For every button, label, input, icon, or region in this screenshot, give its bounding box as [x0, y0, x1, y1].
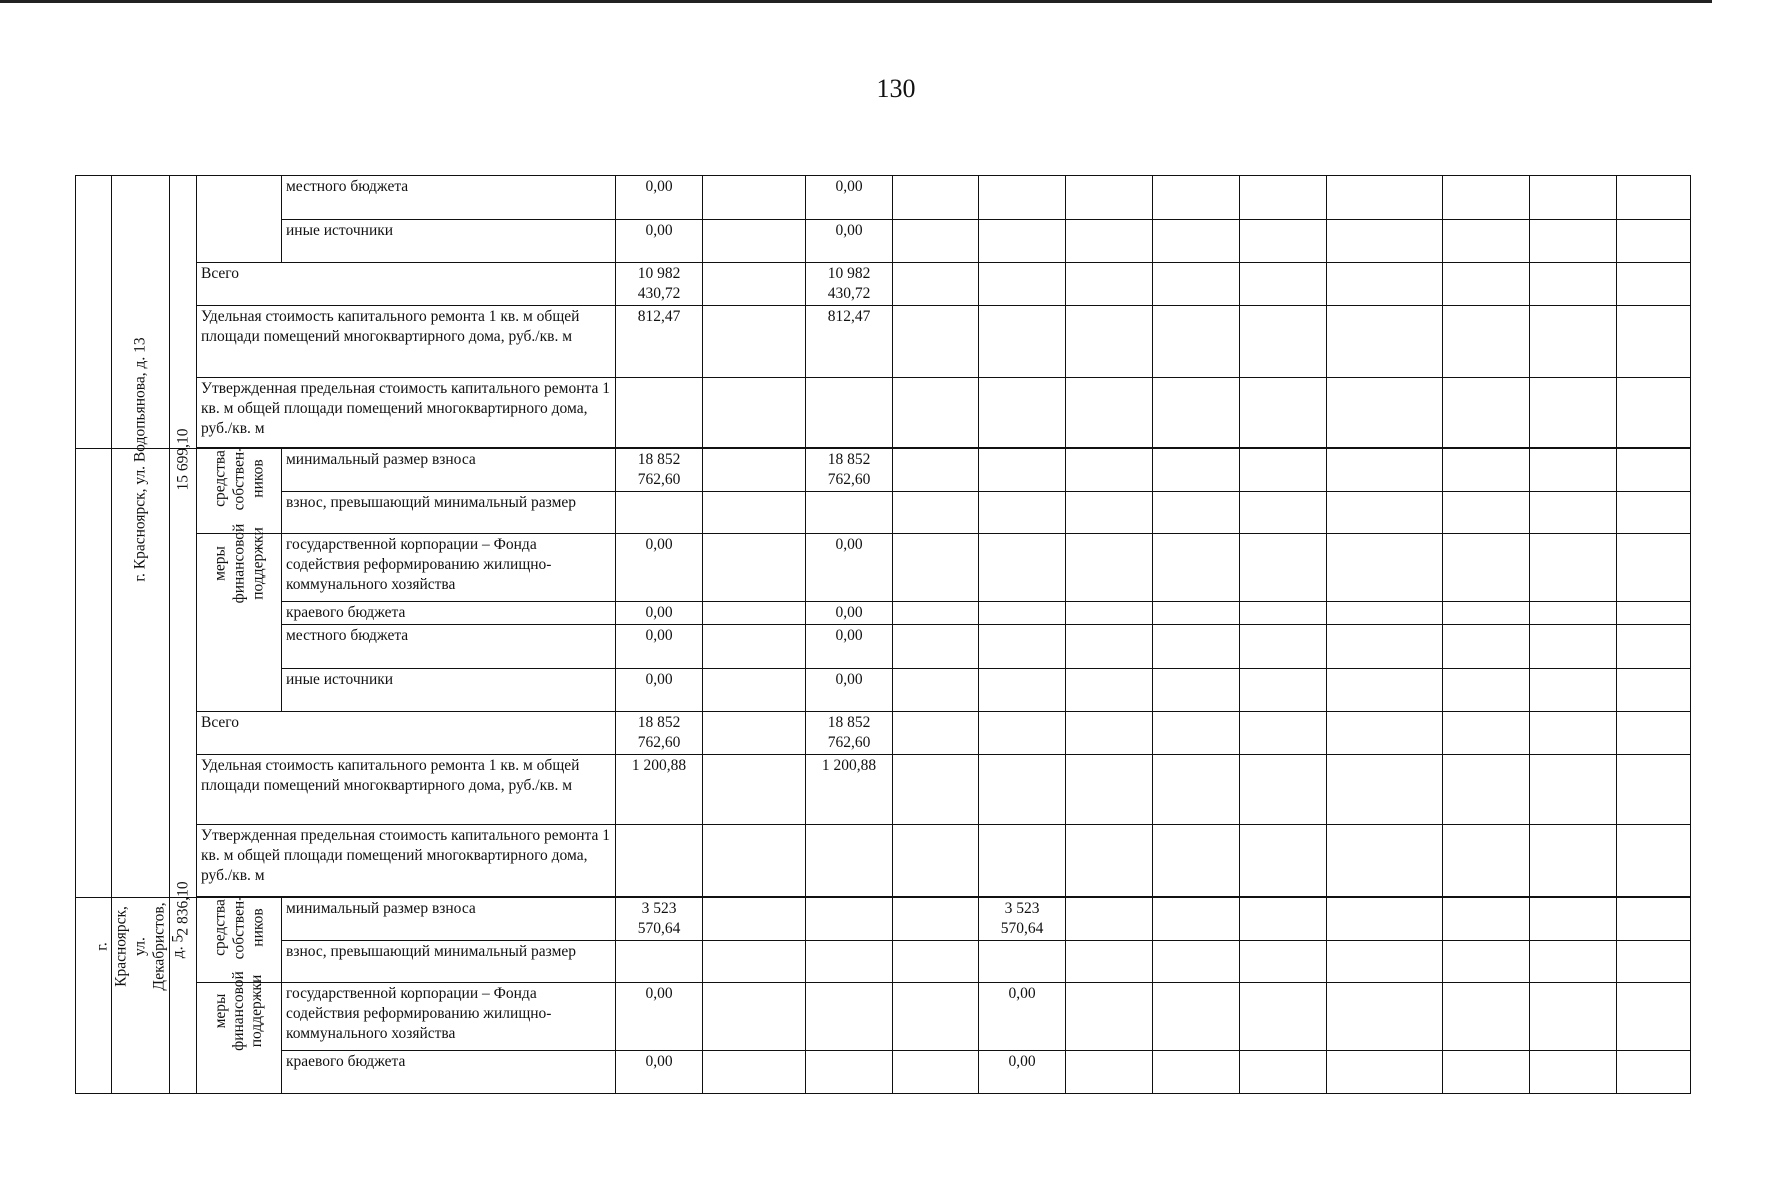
row-label: государственной корпорации – Фонда содействия реформированию жилищно-коммунального хозяйства [282, 983, 616, 1051]
capital-repair-table [75, 175, 1691, 1094]
table-row [76, 492, 1691, 534]
value-cell: 0,00 [616, 220, 703, 263]
value-cell: 0,00 [806, 534, 893, 602]
value-cell: 1 200,88 [806, 755, 893, 825]
value-cell: 3 523 570,64 [979, 898, 1066, 941]
value-cell: 0,00 [806, 625, 893, 669]
table-row [76, 625, 1691, 669]
support-measures-label: меры финансовой поддержки [211, 523, 267, 604]
value-cell: 0,00 [616, 534, 703, 602]
value-cell: 10 982 430,72 [616, 263, 703, 306]
value-cell: 18 852 762,60 [616, 712, 703, 755]
table-row [76, 1051, 1691, 1094]
owners-funds-cell [197, 895, 282, 983]
support-measures-label: меры финансовой поддержки [212, 971, 266, 1051]
row-label: взнос, превышающий минимальный размер [282, 941, 616, 983]
owners-funds-label: средства собствен-ников [211, 895, 267, 960]
support-measures-cell [197, 523, 282, 712]
value-cell: 10 982 430,72 [806, 263, 893, 306]
row-label: Утвержденная предельная стоимость капитального ремонта 1 кв. м общей площади помещений многоквартирного дома, руб./кв. м [197, 825, 616, 897]
row-label: краевого бюджета [282, 1051, 616, 1094]
value-cell: 0,00 [979, 1051, 1066, 1094]
value-cell: 0,00 [806, 176, 893, 220]
value-cell: 0,00 [616, 625, 703, 669]
table-row [76, 755, 1691, 825]
row-label: минимальный размер взноса [282, 449, 616, 492]
table-row [76, 898, 1691, 941]
value-cell: 0,00 [616, 1051, 703, 1094]
blank-cell [76, 449, 112, 898]
value-cell: 1 200,88 [616, 755, 703, 825]
row-label: иные источники [282, 220, 616, 263]
page-number: 130 [876, 74, 916, 103]
value-cell: 812,47 [616, 306, 703, 378]
row-label: местного бюджета [282, 625, 616, 669]
value-cell: 0,00 [616, 176, 703, 220]
value-cell: 0,00 [979, 983, 1066, 1051]
support-measures-cell [197, 971, 282, 1094]
table-row [76, 534, 1691, 602]
value-cell: 18 852 762,60 [806, 449, 893, 492]
area-text: 2 836,10 [174, 881, 192, 936]
address-text: г. Красноярск, ул. Водопьянова, д. 13 [132, 337, 149, 582]
row-label: государственной корпорации – Фонда содействия реформированию жилищно-коммунального хозяйства [282, 534, 616, 602]
blank-cell [76, 176, 112, 449]
table-row [76, 378, 1691, 448]
row-label: минимальный размер взноса [282, 898, 616, 941]
table-row [76, 602, 1691, 625]
value-cell: 0,00 [806, 220, 893, 263]
table-row [76, 220, 1691, 263]
row-label: краевого бюджета [282, 602, 616, 625]
row-label: Всего [197, 263, 616, 306]
table-row [76, 449, 1691, 492]
table-row [76, 712, 1691, 755]
value-cell: 18 852 762,60 [616, 449, 703, 492]
address-cell [112, 337, 170, 898]
row-label: Всего [197, 712, 616, 755]
value-cell: 0,00 [806, 602, 893, 625]
row-label: взнос, превышающий минимальный размер [282, 492, 616, 534]
scan-top-border [0, 0, 1712, 3]
row-label: иные источники [282, 669, 616, 712]
blank-cell [197, 176, 282, 263]
row-label: Удельная стоимость капитального ремонта 1 кв. м общей площади помещений многоквартирного дома, руб./кв. м [197, 306, 616, 378]
value-cell: 0,00 [616, 669, 703, 712]
area-cell [170, 881, 197, 1094]
owners-funds-cell [197, 446, 282, 534]
value-cell: 0,00 [616, 602, 703, 625]
area-cell [170, 428, 197, 898]
table-row [76, 263, 1691, 306]
value-cell: 812,47 [806, 306, 893, 378]
address-text: г. Красноярск, ул. Декабристов, д. 5 [94, 902, 188, 991]
table-row [76, 306, 1691, 378]
table-row [76, 983, 1691, 1051]
table-row [76, 176, 1691, 220]
owners-funds-label: средства собствен-ников [211, 446, 267, 511]
area-text: 15 699,10 [174, 428, 192, 491]
row-label: Удельная стоимость капитального ремонта 1 кв. м общей площади помещений многоквартирного дома, руб./кв. м [197, 755, 616, 825]
table-row [76, 669, 1691, 712]
row-label: местного бюджета [282, 176, 616, 220]
table-row [76, 941, 1691, 983]
table-row [76, 825, 1691, 897]
row-label: Утвержденная предельная стоимость капитального ремонта 1 кв. м общей площади помещений многоквартирного дома, руб./кв. м [197, 378, 616, 448]
value-cell: 18 852 762,60 [806, 712, 893, 755]
blank-cell [170, 176, 197, 449]
value-cell: 0,00 [806, 669, 893, 712]
value-cell: 0,00 [616, 983, 703, 1051]
value-cell: 3 523 570,64 [616, 898, 703, 941]
